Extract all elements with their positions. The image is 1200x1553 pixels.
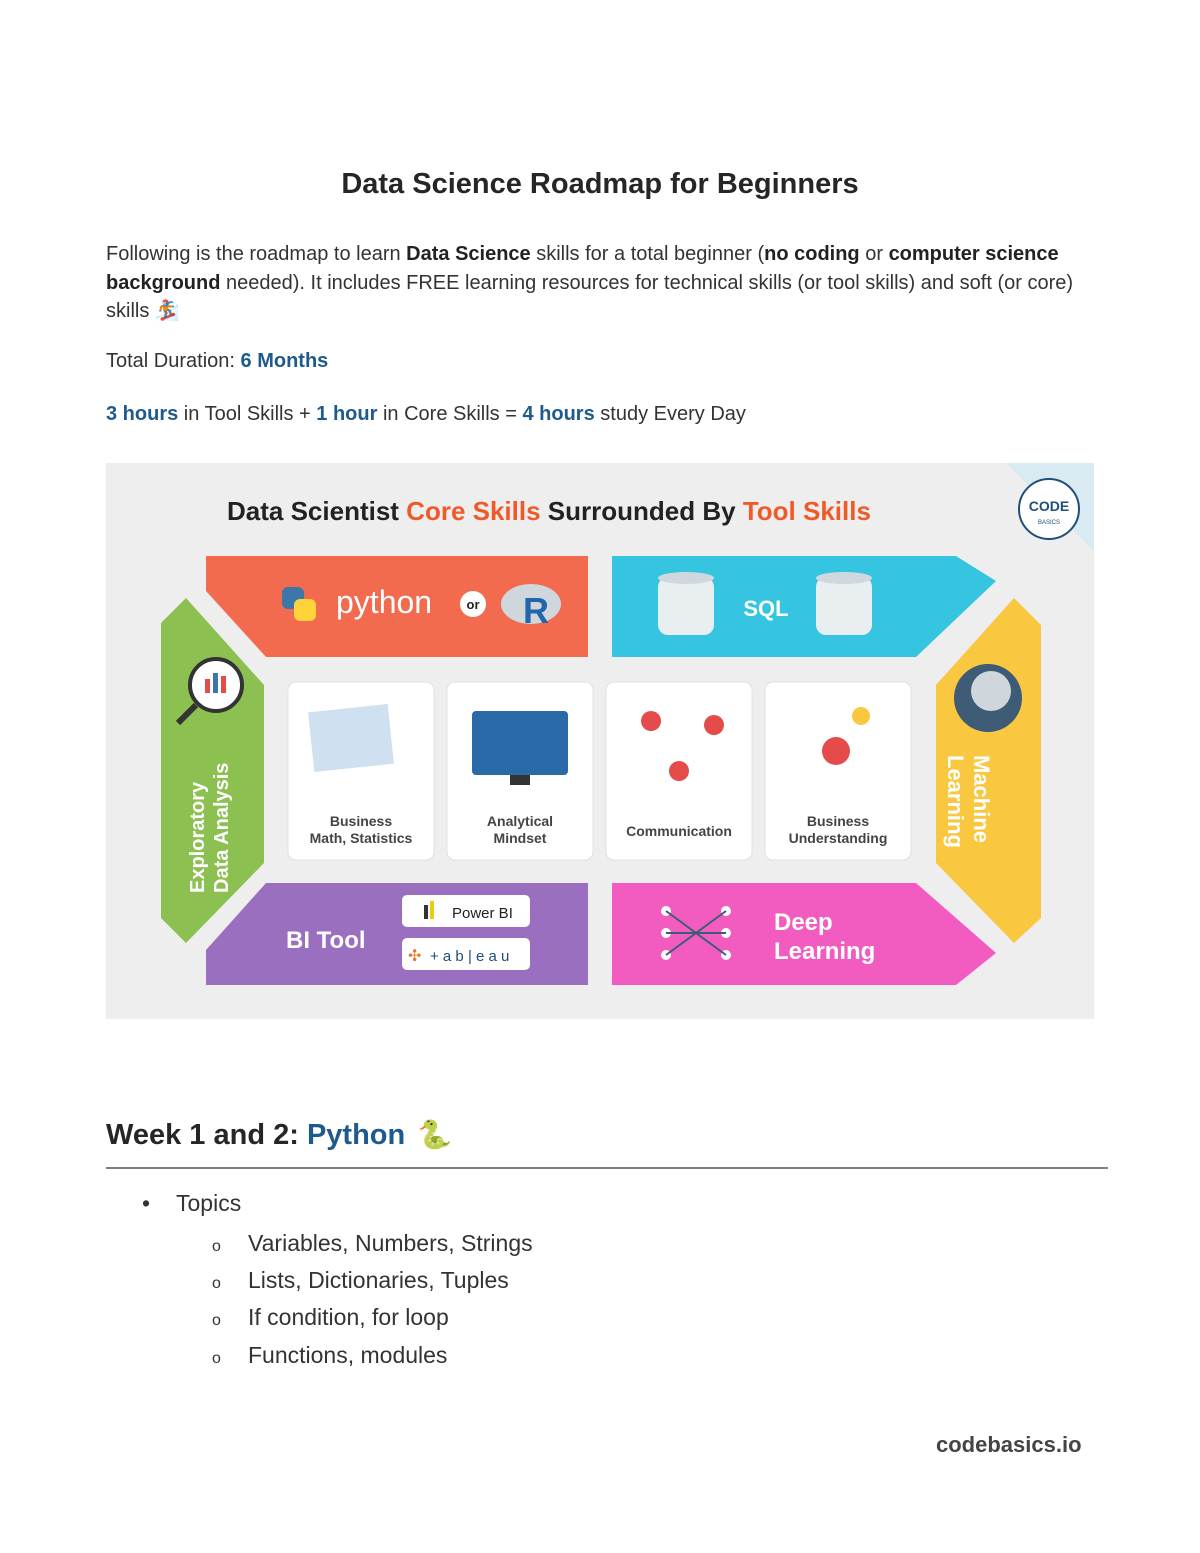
svg-text:Machine: Machine <box>969 755 994 844</box>
svg-text:+ a b | e a u: + a b | e a u <box>430 948 510 965</box>
banner-heading: Data Scientist Core Skills Surrounded By Tool Skills <box>227 496 871 526</box>
list-item: o Lists, Dictionaries, Tuples <box>212 1267 509 1293</box>
topics-bullet: • Topics <box>142 1190 242 1216</box>
ml-panel <box>936 598 1041 943</box>
svg-text:Communication: Communication <box>626 823 732 839</box>
svg-text:Business: Business <box>329 813 393 829</box>
svg-text:Deep: Deep <box>774 909 833 936</box>
week-heading: Week 1 and 2: Python 🐍 <box>106 1119 453 1151</box>
ai-head-icon <box>954 664 1022 732</box>
svg-text:Learning: Learning <box>774 938 876 965</box>
bi-tool-panel <box>206 883 588 985</box>
list-item: o Functions, modules <box>212 1342 448 1368</box>
footer-brand: codebasics.io <box>936 1432 1082 1457</box>
svg-text:Understanding: Understanding <box>788 830 888 846</box>
svg-text:Analytical: Analytical <box>486 813 554 829</box>
svg-text:Exploratory: Exploratory <box>187 781 209 893</box>
tableau-badge <box>402 938 530 970</box>
core-card-communication <box>606 682 752 860</box>
database-icon <box>816 572 872 635</box>
svg-text:CODE: CODE <box>1028 498 1070 514</box>
core-card-business-understanding <box>765 682 911 860</box>
svg-text:Data Analysis: Data Analysis <box>211 762 233 893</box>
svg-text:BASICS: BASICS <box>1037 520 1061 526</box>
math-papers-icon <box>308 704 394 772</box>
powerbi-badge <box>402 895 530 927</box>
python-r-panel <box>206 556 588 657</box>
sql-panel <box>612 556 996 657</box>
svg-text:or: or <box>466 597 480 612</box>
svg-text:Power BI: Power BI <box>452 905 513 922</box>
svg-text:Learning: Learning <box>943 755 968 848</box>
database-icon <box>658 572 714 635</box>
total-duration: Total Duration: 6 Months <box>106 350 329 372</box>
codebasics-logo <box>1019 479 1079 539</box>
snake-icon: 🐍 <box>417 1119 453 1150</box>
svg-text:python: python <box>336 584 433 620</box>
svg-text:R: R <box>523 590 549 631</box>
svg-text:Math, Statistics: Math, Statistics <box>309 830 413 846</box>
core-card-analytical-mindset <box>447 682 593 860</box>
eda-panel <box>161 598 264 943</box>
tableau-mark-icon: ✣ <box>408 948 422 965</box>
svg-text:SQL: SQL <box>743 596 789 621</box>
study-plan: 3 hours in Tool Skills + 1 hour in Core Skills = 4 hours study Every Day <box>106 403 746 425</box>
svg-text:BI Tool: BI Tool <box>286 927 366 954</box>
page-title: Data Science Roadmap for Beginners <box>341 168 859 200</box>
svg-text:Business: Business <box>806 813 870 829</box>
monitor-chart-icon <box>472 711 568 775</box>
list-item: o Variables, Numbers, Strings <box>212 1230 533 1256</box>
deep-learning-panel <box>612 883 996 985</box>
list-item: o If condition, for loop <box>212 1304 449 1330</box>
intro-paragraph: Following is the roadmap to learn Data Science skills for a total beginner (no coding or computer science background needed). It includes FREE learning resources for technical skills (or tool skills) and soft (or core) skills 🏂 <box>106 243 1074 322</box>
core-card-business-math <box>288 682 434 860</box>
heading-divider <box>106 1167 1108 1169</box>
skills-infographic <box>106 463 1094 1019</box>
svg-text:Mindset: Mindset <box>493 830 547 846</box>
snowboarder-icon: 🏂 <box>154 300 180 322</box>
